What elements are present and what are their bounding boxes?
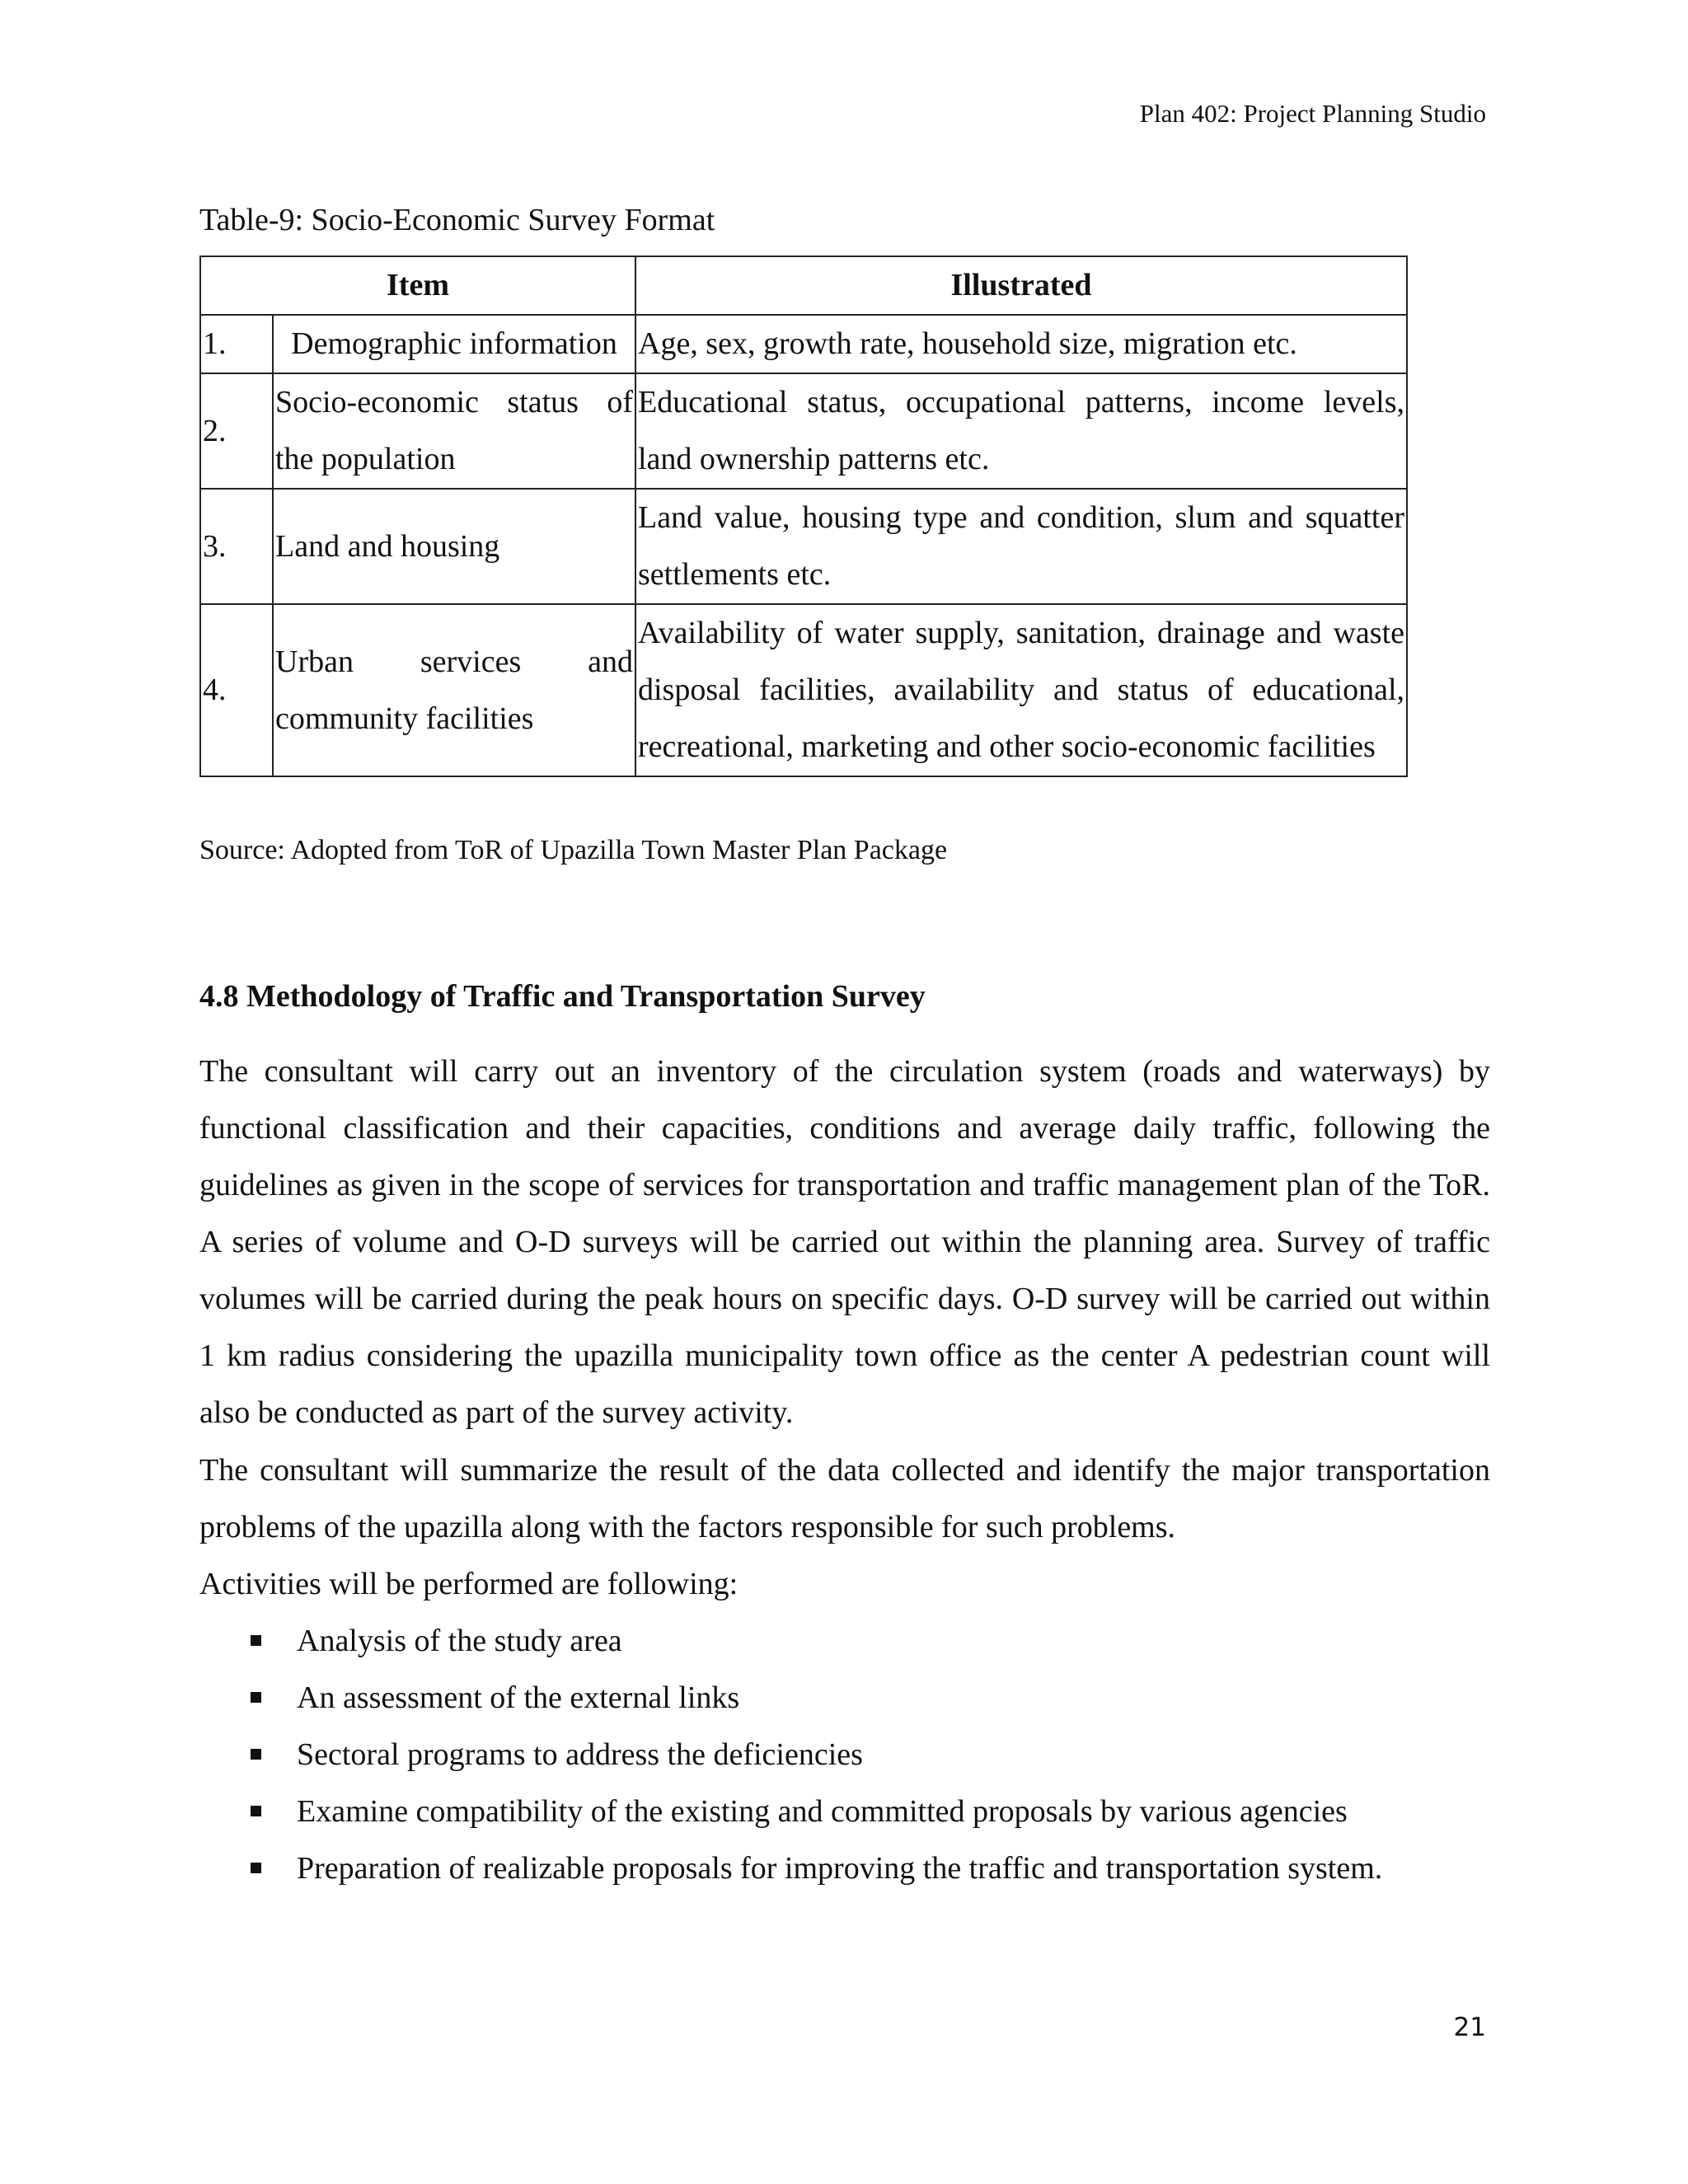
table-row — [200, 373, 1407, 489]
list-item — [199, 1783, 1382, 1840]
row-item: Demographic information — [273, 315, 635, 373]
row-item: Land and housing — [273, 489, 635, 604]
paragraph-activities-intro: Activities will be performed are following: — [199, 1567, 738, 1601]
list-item-text: Analysis of the study area — [297, 1624, 622, 1658]
survey-format-table — [199, 255, 1408, 777]
list-item-text: Preparation of realizable proposals for improving the traffic and transportation system. — [297, 1851, 1383, 1886]
table-row — [200, 315, 1407, 373]
square-bullet-icon — [251, 1692, 261, 1703]
table-source-note: Source: Adopted from ToR of Upazilla Town Master Plan Package — [199, 835, 948, 865]
column-header-illustrated: Illustrated — [635, 256, 1407, 315]
row-number: 1. — [200, 315, 273, 373]
square-bullet-icon — [251, 1863, 261, 1873]
square-bullet-icon — [251, 1806, 261, 1816]
list-item — [199, 1670, 1382, 1727]
row-illustrated: Educational status, occupational patterns, income levels, land ownership patterns etc. — [635, 373, 1407, 489]
list-item-text: Sectoral programs to address the deficiencies — [297, 1737, 863, 1772]
section-heading: 4.8 Methodology of Traffic and Transportation Survey — [199, 979, 926, 1014]
row-item: Urban services and community facilities — [273, 604, 635, 776]
running-header: Plan 402: Project Planning Studio — [1139, 99, 1486, 128]
column-header-item: Item — [200, 256, 635, 315]
page-number: 21 — [1453, 2013, 1486, 2042]
row-number: 4. — [200, 604, 273, 776]
list-item — [199, 1840, 1382, 1897]
table-row — [200, 604, 1407, 776]
activities-list — [199, 1613, 1382, 1897]
list-item-text: Examine compatibility of the existing and committed proposals by various agencies — [297, 1794, 1348, 1829]
table-caption: Table-9: Socio-Economic Survey Format — [199, 203, 715, 237]
row-illustrated: Land value, housing type and condition, slum and squatter settlements etc. — [635, 489, 1407, 604]
table-header-row — [200, 256, 1407, 315]
row-item: Socio-economic status of the population — [273, 373, 635, 489]
list-item-text: An assessment of the external links — [297, 1680, 740, 1715]
row-number: 2. — [200, 373, 273, 489]
row-number: 3. — [200, 489, 273, 604]
paragraph-methodology: The consultant will carry out an inventory of the circulation system (roads and waterways) by functional classification and their capacities, conditions and average daily traffic, following the guidelines as given in the scope of services for transportation and traffic management plan of the ToR. A series of volume and O-D surveys will be carried out within the planning area. Survey of traffic volumes will be carried during the peak hours on specific days. O-D survey will be carried out within 1 km radius considering the upazilla municipality town office as the center A pedestrian count will also be conducted as part of the survey activity. — [199, 1054, 1490, 1430]
table-row — [200, 489, 1407, 604]
paragraph-summary: The consultant will summarize the result of the data collected and identify the major transportation problems of the upazilla along with the factors responsible for such problems. — [199, 1453, 1490, 1544]
square-bullet-icon — [251, 1749, 261, 1760]
row-illustrated: Age, sex, growth rate, household size, migration etc. — [635, 315, 1407, 373]
row-illustrated: Availability of water supply, sanitation, drainage and waste disposal facilities, availability and status of educational, recreational, marketing and other socio-economic facilities — [635, 604, 1407, 776]
square-bullet-icon — [251, 1635, 261, 1646]
list-item — [199, 1613, 1382, 1670]
list-item — [199, 1727, 1382, 1783]
